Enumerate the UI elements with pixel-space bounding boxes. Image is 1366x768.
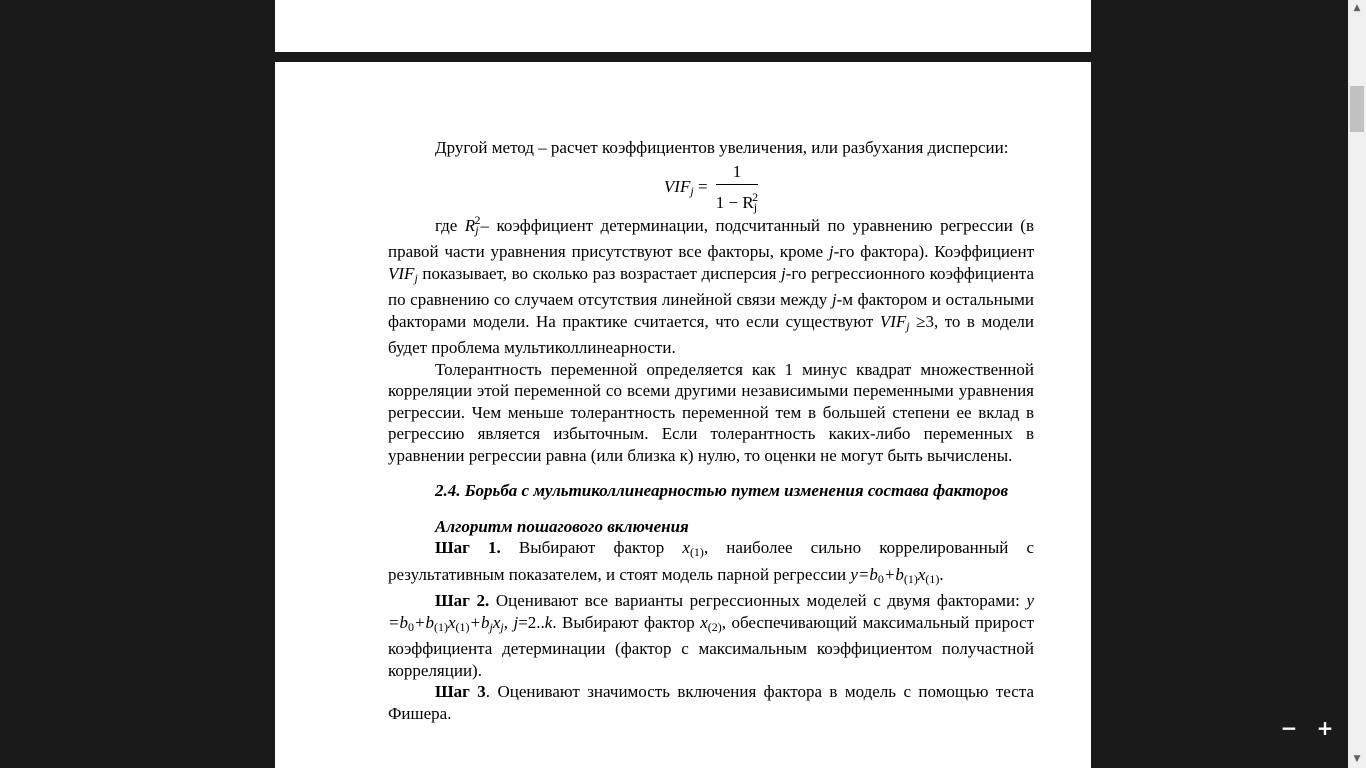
step-2-eq3: +b [469, 612, 490, 632]
step-1-eq-x: x [917, 564, 926, 584]
step-2-d: . Выбирают фактор [552, 612, 701, 632]
step-2-label: Шаг 2. [435, 591, 490, 610]
step-3-a: . Оценивают значимость включения фактора в модель с помощью теста Фишера. [388, 682, 1034, 723]
formula-lhs: VIF [663, 177, 691, 197]
step-2-jrange: j [513, 612, 519, 632]
p2-j3: j [831, 290, 837, 309]
p2-b: – коэффициент детерминации, подсчитанный по уравнению регрессии (в правой части уравнения присутствуют все факторы, кроме [388, 215, 1034, 261]
step-1-x: x [682, 538, 690, 557]
p2-g: ≥3, то в модели будет проблема мультиколлинеарности. [388, 311, 1035, 357]
step-2-s2: (1) [455, 619, 470, 634]
p2-vif2: VIF [879, 311, 907, 331]
step-3 [388, 681, 1034, 724]
scrollbar-thumb[interactable] [1350, 86, 1364, 132]
step-1-b: , наиболее сильно коррелированный с результативным показателем, и стоят модель парной регрессии [388, 538, 1035, 584]
step-2-s4: j [500, 619, 504, 634]
p2-j2: j [781, 263, 786, 283]
step-1-eq-y: y=b [850, 564, 878, 584]
step-3-label: Шаг 3 [435, 682, 486, 701]
step-2-y: y [1026, 591, 1035, 610]
step-2-x1: x [447, 612, 456, 632]
page-separator [275, 52, 1091, 62]
section-title: 2.4. Борьба с мультиколлинеарностью путем изменения состава факторов [435, 481, 1009, 500]
formula-den-sub: j [753, 200, 758, 214]
document-page [275, 62, 1091, 768]
paragraph-tolerance: Толерантность переменной определяется как 1 минус квадрат множественной корреляции этой переменной со всеми другими независимыми переменными уравнения регрессии. Чем меньше толерантность переменной тем в большей степени ее вклад в регрессию является избыточным. Если толерантность каких-либо переменных в уравнении регрессии равна (или близка к) нулю, то оценки не могут быть вычислены. [388, 359, 1034, 465]
scroll-down-arrow-icon[interactable]: ▼ [1353, 754, 1361, 764]
p2-vif1-sub: j [414, 270, 418, 285]
step-2-s0: 0 [407, 619, 414, 634]
step-1-eq-s0: 0 [877, 571, 884, 586]
step-1 [388, 537, 1034, 590]
step-2-eq1: =b [388, 612, 408, 632]
algorithm-title: Алгоритм пошагового включения [435, 516, 689, 536]
step-1-x-sub: (1) [689, 545, 704, 559]
step-1-label: Шаг 1. [435, 538, 501, 557]
step-2-s5: (2) [707, 619, 722, 634]
step-2-e: , обеспечивающий максимальный прирост коэффициента детерминации (фактор с максимальным коэффициентом получастной корреляции). [388, 612, 1035, 680]
step-2-s3: j [489, 619, 493, 634]
step-1-eq-s1: (1) [903, 571, 918, 586]
formula-denominator [716, 185, 758, 219]
step-2-b: , [503, 612, 514, 632]
step-1-a: Выбирают фактор [500, 538, 683, 557]
p2-c: -го фактора). Коэффициент [833, 242, 1034, 261]
step-2-a: Оценивают все варианты регрессионных моделей с двумя факторами: [489, 591, 1027, 610]
p2-j1: j [828, 242, 834, 261]
formula-numerator: 1 [716, 161, 758, 186]
zoom-out-button[interactable]: − [1280, 716, 1298, 740]
step-1-eq-p: +b [883, 564, 904, 584]
formula-lhs-sub: j [690, 184, 694, 199]
step-1-eq-s2: (1) [925, 571, 940, 586]
p2-d: показывает, во сколько раз возрастает дисперсия [417, 263, 782, 283]
step-2-xj: x [492, 612, 501, 632]
step-2 [388, 590, 1034, 681]
formula-fraction [716, 161, 758, 219]
p2-e: -го регрессионного коэффициента по сравнению со случаем отсутствия линейной связи между [388, 263, 1034, 309]
zoom-in-button[interactable]: + [1316, 716, 1334, 740]
paragraph-where [388, 210, 1034, 359]
step-2-k: k [544, 612, 553, 632]
step-2-c: =2.. [518, 612, 545, 632]
page-content [388, 137, 1034, 724]
step-2-x2: x [700, 612, 708, 632]
step-2-eq2: +b [413, 612, 434, 632]
scroll-up-arrow-icon[interactable]: ▲ [1353, 3, 1361, 13]
p2-f: -м фактором и остальными факторами модели. На практике считается, что если существуют [388, 290, 1034, 331]
p2-r: R [464, 215, 476, 235]
p2-vif2-sub: j [906, 318, 910, 333]
vif-formula [388, 161, 1034, 214]
previous-page [275, 0, 1091, 52]
p2-vif1: VIF [388, 263, 415, 283]
formula-den-sup: 2 [752, 190, 759, 204]
paragraph-intro: Другой метод – расчет коэффициентов увеличения, или разбухания дисперсии: [435, 138, 1009, 157]
p2-r-sub: j [475, 222, 479, 237]
formula-den-text: 1 − R [715, 193, 754, 212]
step-1-c: . [939, 564, 944, 584]
vertical-scrollbar[interactable] [1348, 0, 1366, 768]
step-2-s1: (1) [433, 619, 448, 634]
p2-r-sup: 2 [474, 212, 481, 227]
p2-a: где [435, 215, 465, 235]
formula-eq: = [697, 177, 708, 197]
